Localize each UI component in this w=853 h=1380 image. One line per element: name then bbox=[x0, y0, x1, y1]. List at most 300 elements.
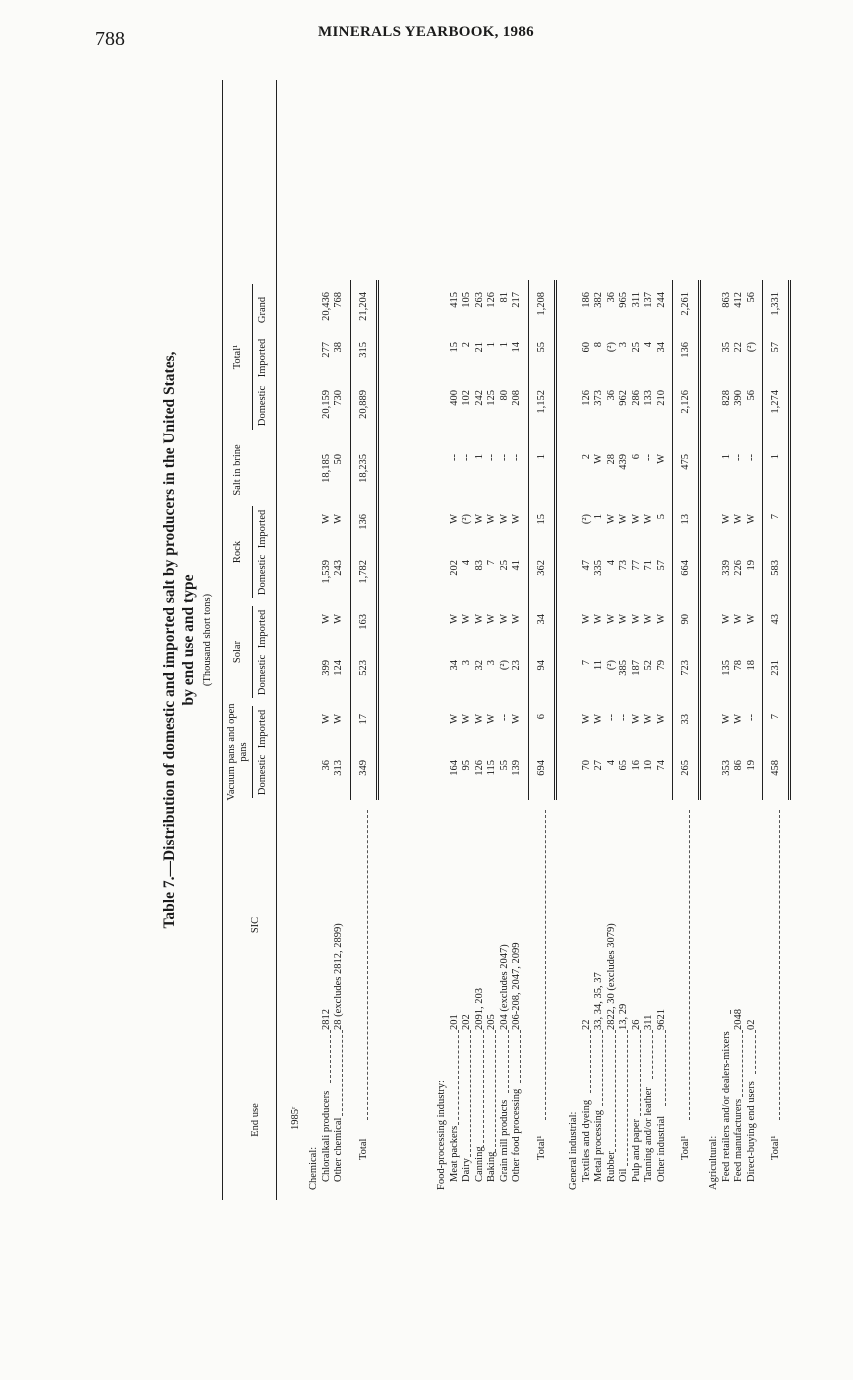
row-sic: 311 bbox=[643, 1014, 654, 1030]
total-value: 694 bbox=[535, 760, 547, 776]
total-value: 1 bbox=[770, 454, 781, 460]
row-value: (²) bbox=[580, 514, 592, 525]
table-row bbox=[449, 80, 461, 1200]
total-value: 458 bbox=[770, 760, 781, 776]
vacuum-rule bbox=[252, 706, 253, 798]
row-value: -- bbox=[486, 454, 497, 461]
row-value: 86 bbox=[733, 760, 744, 771]
total-label: Total bbox=[357, 1138, 369, 1160]
row-value: 74 bbox=[655, 760, 667, 771]
row-value: W bbox=[486, 614, 497, 624]
total-value: 583 bbox=[770, 560, 781, 576]
row-sic: 22 bbox=[580, 1019, 592, 1030]
row-value: W bbox=[486, 714, 497, 724]
row-value: 15 bbox=[448, 342, 460, 353]
row-value: W bbox=[473, 614, 485, 624]
row-value: 71 bbox=[643, 560, 654, 571]
total-value: 2,261 bbox=[680, 292, 691, 316]
row-value: 22 bbox=[733, 342, 744, 353]
row-label: Baking bbox=[486, 1151, 497, 1182]
leader-dots bbox=[779, 810, 780, 1120]
row-value: 105 bbox=[461, 292, 472, 308]
row-value: 79 bbox=[655, 660, 667, 671]
row-label: Tanning and/or leather bbox=[643, 1087, 654, 1182]
row-value: W bbox=[643, 514, 654, 524]
row-value: W bbox=[630, 614, 642, 624]
row-value: 95 bbox=[461, 760, 472, 771]
row-value: 373 bbox=[593, 390, 604, 406]
row-value: W bbox=[473, 714, 485, 724]
row-sic: 02 bbox=[745, 1019, 757, 1030]
row-value: 65 bbox=[618, 760, 629, 771]
table-row bbox=[721, 80, 733, 1200]
table-row bbox=[321, 80, 333, 1200]
row-value: 70 bbox=[580, 760, 592, 771]
total-value: 723 bbox=[680, 660, 691, 676]
row-value: 186 bbox=[580, 292, 592, 308]
row-value: 60 bbox=[580, 342, 592, 353]
row-value: 36 bbox=[605, 292, 617, 303]
row-value: 263 bbox=[473, 292, 485, 308]
leader-dots bbox=[627, 1030, 628, 1166]
row-value: W bbox=[320, 614, 332, 624]
total-value: 1,782 bbox=[357, 560, 369, 584]
header-bottom-rule bbox=[276, 80, 277, 1200]
table-row bbox=[593, 80, 605, 1200]
row-value: 50 bbox=[333, 454, 344, 465]
row-value: 34 bbox=[655, 342, 667, 353]
row-value: W bbox=[655, 454, 667, 464]
row-value: -- bbox=[498, 714, 510, 721]
row-value: W bbox=[580, 714, 592, 724]
rotated-table bbox=[160, 80, 781, 1200]
total-value: 17 bbox=[357, 714, 369, 725]
row-value: 3 bbox=[618, 342, 629, 348]
section-double-rule bbox=[554, 280, 557, 800]
row-value: 56 bbox=[745, 292, 757, 303]
row-value: -- bbox=[461, 454, 472, 461]
table-row bbox=[618, 80, 630, 1200]
row-sic: 2812 bbox=[320, 1009, 332, 1030]
row-value: W bbox=[733, 514, 744, 524]
header-rock: Rock bbox=[232, 540, 243, 564]
total-value: 265 bbox=[680, 760, 691, 776]
row-value: W bbox=[733, 614, 744, 624]
page-number: 788 bbox=[95, 28, 125, 50]
row-value: W bbox=[655, 614, 667, 624]
leader-dots bbox=[470, 1030, 471, 1157]
row-value: 217 bbox=[511, 292, 522, 308]
row-value: (²) bbox=[605, 342, 617, 353]
subtotal-rule bbox=[528, 280, 529, 800]
table-row bbox=[511, 80, 523, 1200]
row-value: 4 bbox=[461, 560, 472, 566]
total-value: 664 bbox=[680, 560, 691, 576]
row-value: 25 bbox=[498, 560, 510, 571]
row-value: 730 bbox=[333, 390, 344, 406]
row-value: 124 bbox=[333, 660, 344, 676]
row-label: Other industrial bbox=[655, 1115, 667, 1182]
leader-dots bbox=[545, 810, 546, 1120]
row-value: -- bbox=[605, 714, 617, 721]
row-value: 412 bbox=[733, 292, 744, 308]
row-label: Other food processing bbox=[511, 1088, 522, 1182]
row-value: 32 bbox=[473, 660, 485, 671]
row-value: W bbox=[593, 454, 604, 464]
table-title bbox=[160, 80, 198, 1200]
table-title-line2: by end use and type bbox=[180, 574, 197, 706]
row-value: -- bbox=[643, 454, 654, 461]
row-value: 19 bbox=[745, 560, 757, 571]
row-value: 126 bbox=[486, 292, 497, 308]
row-value: 115 bbox=[486, 760, 497, 776]
row-value: W bbox=[473, 514, 485, 524]
row-value: 385 bbox=[618, 660, 629, 676]
row-value: W bbox=[593, 714, 604, 724]
row-value: W bbox=[511, 714, 522, 724]
row-value: 226 bbox=[733, 560, 744, 576]
header-rock-domestic: Domestic bbox=[257, 554, 268, 596]
total-value: 475 bbox=[680, 454, 691, 470]
solar-rule bbox=[252, 606, 253, 698]
row-value: 7 bbox=[580, 660, 592, 666]
section-heading bbox=[436, 80, 448, 1200]
leader-dots bbox=[508, 1030, 509, 1093]
header-solar-imported: Imported bbox=[257, 609, 268, 649]
total-label: Total¹ bbox=[770, 1135, 781, 1160]
row-value: 311 bbox=[630, 292, 642, 308]
row-value: 1,539 bbox=[320, 560, 332, 584]
row-value: W bbox=[333, 514, 344, 524]
row-value: 2 bbox=[580, 454, 592, 460]
total-value: 20,889 bbox=[357, 390, 369, 419]
total-value: 43 bbox=[770, 614, 781, 625]
row-label: Meat packers bbox=[448, 1125, 460, 1182]
row-value: W bbox=[720, 714, 732, 724]
leader-dots bbox=[342, 1030, 343, 1116]
row-value: 208 bbox=[511, 390, 522, 406]
row-value: W bbox=[320, 714, 332, 724]
section-double-rule bbox=[698, 280, 701, 800]
row-value: 390 bbox=[733, 390, 744, 406]
row-value: W bbox=[720, 514, 732, 524]
header-vacuum-imported: Imported bbox=[257, 709, 268, 749]
row-value: (²) bbox=[605, 660, 617, 671]
running-head: MINERALS YEARBOOK, 1986 bbox=[318, 24, 534, 40]
row-value: 36 bbox=[605, 390, 617, 401]
row-sic: 205 bbox=[486, 1014, 497, 1030]
section-double-rule bbox=[788, 280, 791, 800]
row-value: W bbox=[745, 514, 757, 524]
leader-dots bbox=[615, 1030, 616, 1152]
row-label: Direct-buying end users bbox=[745, 1081, 757, 1182]
row-value: 133 bbox=[643, 390, 654, 406]
row-value: W bbox=[448, 714, 460, 724]
row-value: W bbox=[643, 614, 654, 624]
row-label: Feed manufacturers bbox=[733, 1098, 744, 1182]
total-value: 1,331 bbox=[770, 292, 781, 316]
row-label: Grain mill products bbox=[498, 1099, 510, 1182]
header-solar-domestic: Domestic bbox=[257, 654, 268, 696]
total-value: 6 bbox=[535, 714, 547, 720]
section-heading-label: Agricultural: bbox=[708, 1135, 719, 1190]
header-rock-imported: Imported bbox=[257, 509, 268, 549]
total-value: 349 bbox=[357, 760, 369, 776]
row-value: 18,185 bbox=[320, 454, 332, 483]
row-value: W bbox=[618, 614, 629, 624]
row-value: 5 bbox=[655, 514, 667, 520]
row-value: W bbox=[655, 714, 667, 724]
table-row bbox=[656, 80, 668, 1200]
row-value: W bbox=[461, 614, 472, 624]
section-heading-label: Chemical: bbox=[308, 1146, 319, 1190]
row-value: 35 bbox=[720, 342, 732, 353]
row-value: 83 bbox=[473, 560, 485, 571]
row-value: 137 bbox=[643, 292, 654, 308]
total-row bbox=[770, 80, 782, 1200]
row-value: 57 bbox=[655, 560, 667, 571]
row-sic: 9621 bbox=[655, 1009, 667, 1030]
row-value: 277 bbox=[320, 342, 332, 358]
row-value: 36 bbox=[320, 760, 332, 771]
row-value: 139 bbox=[511, 760, 522, 776]
row-label: Oil bbox=[618, 1168, 629, 1182]
total-rule bbox=[252, 284, 253, 430]
row-value: W bbox=[593, 614, 604, 624]
section-double-rule bbox=[376, 280, 379, 800]
row-label: Canning bbox=[473, 1146, 485, 1182]
row-value: 202 bbox=[448, 560, 460, 576]
row-value: W bbox=[511, 614, 522, 624]
total-value: 2,126 bbox=[680, 390, 691, 414]
row-value: 73 bbox=[618, 560, 629, 571]
total-value: 55 bbox=[535, 342, 547, 353]
total-value: 21,204 bbox=[357, 292, 369, 321]
row-value: W bbox=[486, 514, 497, 524]
row-value: -- bbox=[618, 714, 629, 721]
leader-dots bbox=[367, 810, 368, 1120]
table-row bbox=[606, 80, 618, 1200]
table-row bbox=[581, 80, 593, 1200]
total-value: 136 bbox=[680, 342, 691, 358]
row-value: 382 bbox=[593, 292, 604, 308]
row-value: 27 bbox=[593, 760, 604, 771]
row-value: 78 bbox=[733, 660, 744, 671]
leader-dots bbox=[520, 1030, 521, 1083]
table-row bbox=[499, 80, 511, 1200]
year-label: 1985ʳ bbox=[290, 1106, 301, 1130]
row-value: W bbox=[643, 714, 654, 724]
row-sic: 202 bbox=[461, 1014, 472, 1030]
total-value: 94 bbox=[535, 660, 547, 671]
row-value: W bbox=[333, 714, 344, 724]
row-value: 313 bbox=[333, 760, 344, 776]
row-value: 23 bbox=[511, 660, 522, 671]
section-heading-label: Food-processing industry: bbox=[436, 1080, 447, 1190]
row-value: 242 bbox=[473, 390, 485, 406]
total-value: 1,152 bbox=[535, 390, 547, 414]
leader-dots bbox=[458, 1030, 459, 1125]
row-value: 439 bbox=[618, 454, 629, 470]
row-label: Feed retailers and/or dealers-mixers bbox=[720, 1031, 732, 1182]
row-value: 47 bbox=[580, 560, 592, 571]
row-value: 4 bbox=[605, 760, 617, 766]
row-sic: 26 bbox=[630, 1019, 642, 1030]
row-value: 135 bbox=[720, 660, 732, 676]
row-value: 21 bbox=[473, 342, 485, 353]
leader-dots bbox=[652, 1030, 653, 1079]
row-value: 187 bbox=[630, 660, 642, 676]
table-units: (Thousand short tons) bbox=[202, 593, 213, 687]
row-value: W bbox=[605, 614, 617, 624]
row-label: Dairy bbox=[461, 1158, 472, 1182]
row-value: 20,436 bbox=[320, 292, 332, 321]
leader-dots bbox=[590, 1030, 591, 1093]
table-row bbox=[746, 80, 758, 1200]
header-brine: Salt in brine bbox=[232, 444, 243, 496]
row-value: 399 bbox=[320, 660, 332, 676]
row-label: Rubber bbox=[605, 1151, 617, 1182]
row-value: 3 bbox=[461, 660, 472, 666]
row-value: W bbox=[630, 514, 642, 524]
row-value: W bbox=[448, 514, 460, 524]
header-vacuum: Vacuum pans and open pans bbox=[226, 703, 249, 801]
row-value: W bbox=[733, 714, 744, 724]
total-value: 362 bbox=[535, 560, 547, 576]
total-value: 7 bbox=[770, 714, 781, 720]
total-row bbox=[358, 80, 370, 1200]
row-label: Chloralkali producers bbox=[320, 1090, 332, 1182]
subtotal-rule bbox=[762, 280, 763, 800]
row-value: 828 bbox=[720, 390, 732, 406]
row-value: 415 bbox=[448, 292, 460, 308]
row-value: 286 bbox=[630, 390, 642, 406]
row-value: 8 bbox=[593, 342, 604, 348]
row-value: 14 bbox=[511, 342, 522, 353]
leader-dots bbox=[742, 1030, 743, 1097]
row-value: 11 bbox=[593, 660, 604, 671]
total-value: 18,235 bbox=[357, 454, 369, 483]
row-value: 125 bbox=[486, 390, 497, 406]
table-row bbox=[333, 80, 345, 1200]
row-sic: 28 (excludes 2812, 2899) bbox=[333, 923, 344, 1030]
row-value: (²) bbox=[745, 342, 757, 353]
row-label: Pulp and paper bbox=[630, 1119, 642, 1182]
total-row bbox=[536, 80, 548, 1200]
row-value: (²) bbox=[461, 514, 472, 525]
row-value: 4 bbox=[605, 560, 617, 566]
row-value: W bbox=[333, 614, 344, 624]
leader-dots bbox=[602, 1030, 603, 1106]
total-value: 90 bbox=[680, 614, 691, 625]
row-value: 19 bbox=[745, 760, 757, 771]
total-value: 136 bbox=[357, 514, 369, 530]
leader-dots bbox=[640, 1030, 641, 1116]
section-heading-label: General industrial: bbox=[568, 1111, 579, 1190]
row-label: Metal processing bbox=[593, 1109, 604, 1182]
row-value: 25 bbox=[630, 342, 642, 353]
row-value: W bbox=[720, 614, 732, 624]
total-value: 523 bbox=[357, 660, 369, 676]
row-value: -- bbox=[448, 454, 460, 461]
leader-dots bbox=[730, 1010, 731, 1014]
row-value: 7 bbox=[486, 560, 497, 566]
row-value: W bbox=[618, 514, 629, 524]
total-value: 163 bbox=[357, 614, 369, 630]
row-value: W bbox=[630, 714, 642, 724]
table-row bbox=[474, 80, 486, 1200]
row-value: 244 bbox=[655, 292, 667, 308]
total-label: Total¹ bbox=[680, 1135, 691, 1160]
subtotal-rule bbox=[672, 280, 673, 800]
row-value: -- bbox=[745, 714, 757, 721]
row-value: -- bbox=[733, 454, 744, 461]
row-value: 28 bbox=[605, 454, 617, 465]
total-value: 1,208 bbox=[535, 292, 547, 316]
header-vacuum-domestic: Domestic bbox=[257, 754, 268, 796]
header-solar: Solar bbox=[232, 640, 243, 664]
row-sic: 2822, 30 (excludes 3079) bbox=[605, 923, 617, 1030]
row-value: 863 bbox=[720, 292, 732, 308]
total-value: 231 bbox=[770, 660, 781, 676]
total-value: 315 bbox=[357, 342, 369, 358]
row-value: W bbox=[498, 514, 510, 524]
total-label: Total¹ bbox=[535, 1135, 547, 1160]
row-label: Other chemical bbox=[333, 1117, 344, 1182]
row-value: 77 bbox=[630, 560, 642, 571]
row-value: 16 bbox=[630, 760, 642, 771]
total-value: 1 bbox=[535, 454, 547, 460]
table-row bbox=[643, 80, 655, 1200]
section-heading bbox=[308, 80, 320, 1200]
row-value: 335 bbox=[593, 560, 604, 576]
section-heading bbox=[568, 80, 580, 1200]
row-value: 126 bbox=[473, 760, 485, 776]
total-value: 13 bbox=[680, 514, 691, 525]
row-value: 962 bbox=[618, 390, 629, 406]
header-total: Total¹ bbox=[232, 344, 243, 370]
leader-dots bbox=[755, 1030, 756, 1074]
section-heading bbox=[708, 80, 720, 1200]
row-value: W bbox=[498, 614, 510, 624]
total-value: 1,274 bbox=[770, 390, 781, 414]
header-total-imported: Imported bbox=[257, 338, 268, 378]
row-value: 20,159 bbox=[320, 390, 332, 419]
row-value: 52 bbox=[643, 660, 654, 671]
row-sic: 201 bbox=[448, 1014, 460, 1030]
table-row bbox=[631, 80, 643, 1200]
row-value: W bbox=[448, 614, 460, 624]
row-value: 1 bbox=[593, 514, 604, 520]
total-value: 57 bbox=[770, 342, 781, 353]
row-value: 1 bbox=[720, 454, 732, 460]
row-value: 339 bbox=[720, 560, 732, 576]
row-value: 210 bbox=[655, 390, 667, 406]
header-top-rule bbox=[222, 80, 223, 1200]
row-value: 81 bbox=[498, 292, 510, 303]
row-value: 10 bbox=[643, 760, 654, 771]
row-value: W bbox=[511, 514, 522, 524]
row-value: 41 bbox=[511, 560, 522, 571]
row-value: 243 bbox=[333, 560, 344, 576]
row-sic: 33, 34, 35, 37 bbox=[593, 972, 604, 1030]
row-value: 965 bbox=[618, 292, 629, 308]
rock-rule bbox=[252, 506, 253, 598]
row-value: (²) bbox=[498, 660, 510, 671]
row-value: -- bbox=[745, 454, 757, 461]
row-value: W bbox=[580, 614, 592, 624]
row-value: 126 bbox=[580, 390, 592, 406]
